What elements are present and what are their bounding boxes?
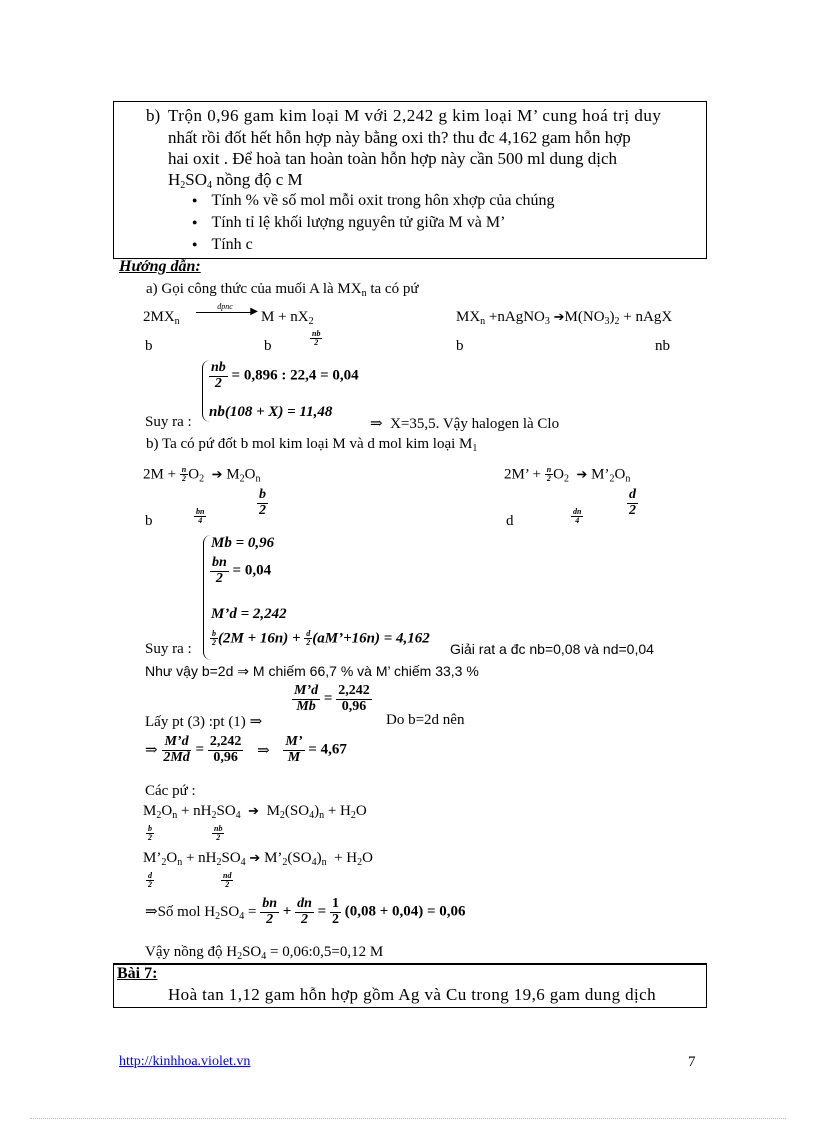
bai7-title: Bài 7:: [117, 965, 158, 982]
row-b-4: b: [145, 513, 153, 529]
footer-link[interactable]: http://kinhhoa.violet.vn: [119, 1054, 251, 1069]
nb-over-2-small-2: $\frac{nb}{2}$: [214, 824, 223, 843]
cac-pu: Các pứ :: [145, 783, 196, 799]
row-nb: nb: [655, 338, 670, 354]
so-mol: ⇒Số mol $H_2SO_4$ = $\frac{bn}{2}$ + $\frac{dn}{2}$ = $\frac{1}{2}$ (0,08 + 0,04) = 0,06: [145, 896, 466, 927]
reaction-1-right: $M + nX_2$: [261, 309, 314, 327]
eq-M: 2M + $\frac{n}{2}$ $O_2$ ➔ $M_2O_n$: [143, 465, 261, 485]
problem-line-3: hai oxit . Để hoà tan hoàn toàn hỗn hợp này cần 500 ml dung dịch: [168, 149, 618, 168]
bullet-3: ● Tính c: [192, 236, 253, 254]
reaction-1-arrow: đpnc ▶: [196, 302, 254, 313]
nd-over-2-small: $\frac{nd}{2}$: [223, 871, 232, 890]
bullet-2: ● Tính tỉ lệ khối lượng nguyên tử giữa M và M’: [192, 214, 505, 232]
do-b2d: Do b=2d nên: [386, 712, 465, 728]
nhu-vay: Như vậy b=2d ⇒ M chiếm 66,7 % và M’ chiếm 33,3 %: [145, 663, 479, 679]
ratio-1: $\frac{M’d}{Mb}$ = $\frac{2,242}{0,96}$: [294, 683, 370, 714]
reaction-1: $2MX_n$: [143, 309, 180, 327]
page-bottom-dotted-line: [30, 1118, 786, 1119]
guide-a-line: a) Gọi công thức của muối A là $MX_n$ ta có pứ: [146, 281, 419, 299]
nb-over-2-small: $\frac{nb}{2}$: [312, 329, 321, 348]
guide-heading: Hướng dẫn:: [119, 258, 201, 275]
bullet-1: ● Tính % về số mol mỗi oxit trong hôn xhợp của chúng: [192, 192, 555, 210]
problem-label: b): [146, 106, 161, 125]
reaction-3: $M_2O_n + nH_2SO_4$ ➔ $M_2(SO_4)_n + H_2O$: [143, 803, 367, 821]
bn-over-4: $\frac{bn}{4}$: [196, 507, 205, 526]
sys-b-eq2: $\frac{bn}{2}$ = 0,04: [212, 555, 272, 586]
reaction-2: $MX_n$ +nAgNO$_3$ $➔M(NO_3)_2$ + nAgX: [456, 309, 673, 327]
lay-pt: Lấy pt (3) :pt (1) ⇒: [145, 714, 263, 730]
ratio-2: ⇒ $\frac{M’d}{2Md}$ = $\frac{2,242}{0,96}$ ⇒ $\frac{M’}{M}$ = 4,67: [145, 734, 347, 765]
d-over-2-small: $\frac{d}{2}$: [148, 871, 152, 890]
sys-b-eq3: M’d = 2,242: [211, 606, 287, 622]
result-a: ⇒ X=35,5. Vậy halogen là Clo: [370, 416, 560, 432]
eq-M-prime: 2M’ + $\frac{n}{2}$ $O_2$ ➔ $M’_2O_n$: [504, 465, 631, 485]
d-over-2: $\frac{d}{2}$: [629, 487, 636, 518]
problem-line-4: $H_2SO_4$ nồng độ c M: [168, 170, 303, 191]
solve-result: Giải rat a đc nb=0,08 và nd=0,04: [450, 641, 654, 657]
vay-nong-do: Vậy nồng độ $H_2SO_4$ = 0,06:0,5=0,12 M: [145, 944, 384, 962]
suyra-1: Suy ra :: [145, 414, 192, 430]
b-over-2: $\frac{b}{2}$: [259, 487, 266, 518]
row-b-1: b: [145, 338, 153, 354]
problem-line-1: Trộn 0,96 gam kim loại M với 2,242 g kim loại M’ cung hoá trị duy: [168, 106, 662, 125]
bai7-text: Hoà tan 1,12 gam hỗn hợp gồm Ag và Cu trong 19,6 gam dung dịch: [168, 985, 657, 1004]
sys-b-eq1: Mb = 0,96: [211, 535, 275, 551]
dn-over-4: $\frac{dn}{4}$: [573, 507, 582, 526]
suyra-2: Suy ra :: [145, 641, 192, 657]
row-b-2: b: [264, 338, 272, 354]
sys-a-eq1: $\frac{nb}{2}$ = 0,896 : 22,4 = 0,04: [211, 360, 359, 391]
guide-b-line: b) Ta có pứ đốt b mol kim loại M và d mol kim loại $M_1$: [146, 436, 478, 454]
sys-b-eq4: $\frac{b}{2}$ (2M + 16n) + $\frac{d}{2}$ (aM’+16n) = 4,162: [212, 629, 430, 648]
row-d: d: [506, 513, 514, 529]
sys-a-eq2: nb(108 + X) = 11,48: [209, 404, 333, 420]
page-number: 7: [688, 1054, 696, 1070]
b-over-2-small: $\frac{b}{2}$: [148, 824, 152, 843]
reaction-4: $M’_2O_n + nH_2SO_4$ ➔ $M’_2(SO_4)_n + H_2O$: [143, 850, 373, 868]
problem-line-2: nhất rồi đốt hết hỗn hợp này bằng oxi th? thu đc 4,162 gam hỗn hợp: [168, 128, 631, 147]
row-b-3: b: [456, 338, 464, 354]
